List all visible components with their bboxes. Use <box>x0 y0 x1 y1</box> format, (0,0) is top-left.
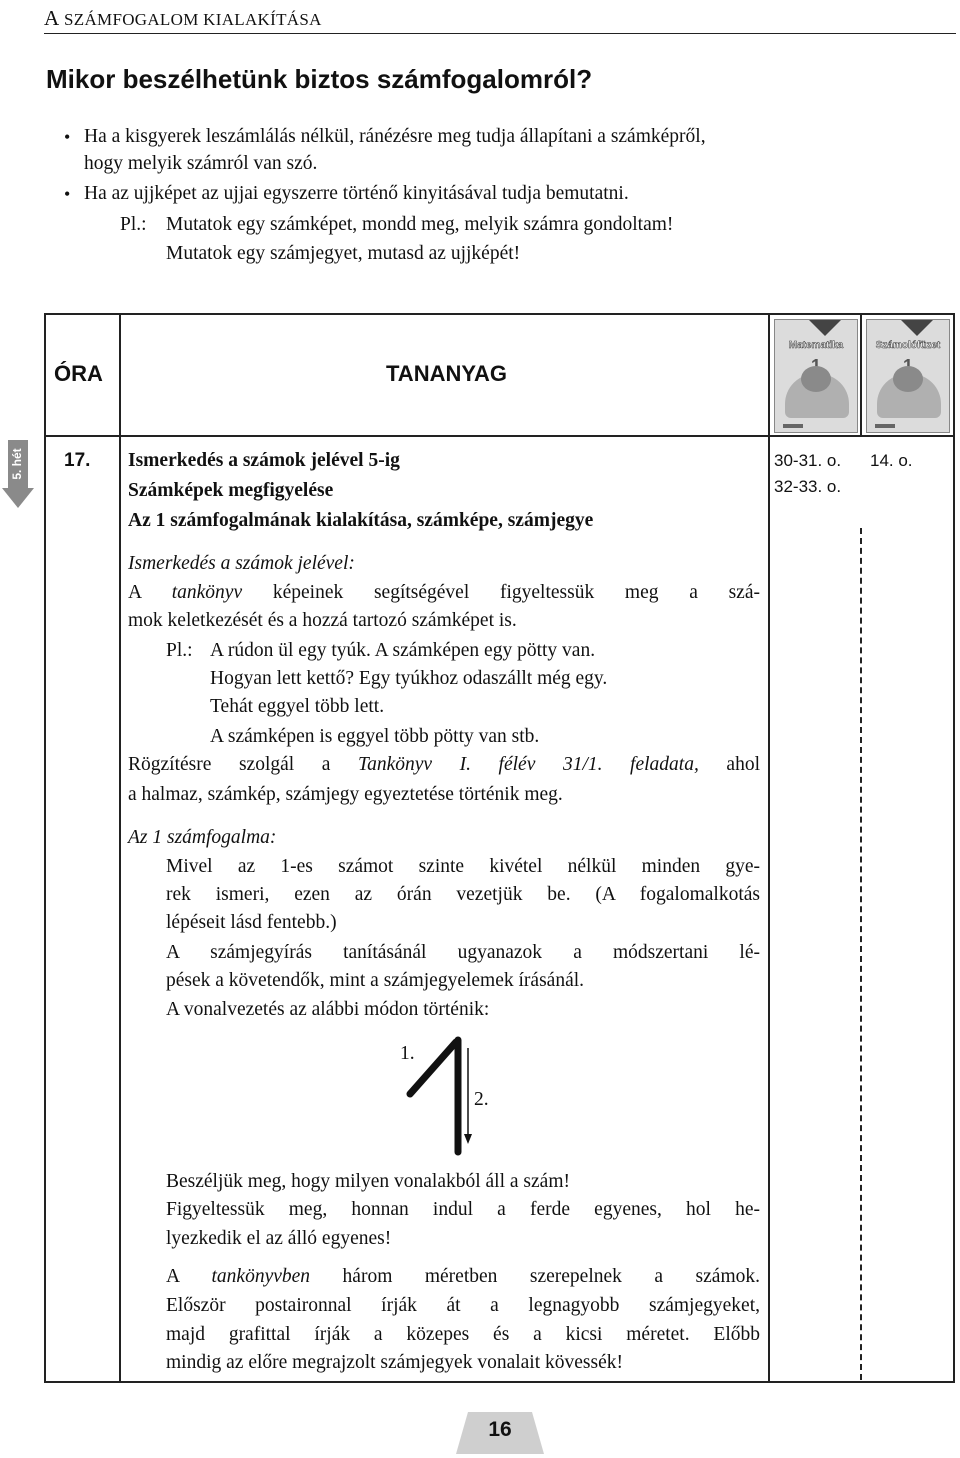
stroke-label-1: 1. <box>400 1043 415 1064</box>
cover-ribbon-icon <box>809 320 841 336</box>
running-head <box>44 6 322 31</box>
intro-example-line1: Mutatok egy számképet, mondd meg, melyik számra gondoltam! <box>166 214 674 235</box>
week-tab <box>2 438 34 510</box>
bullet-dot: • <box>64 184 71 204</box>
book2-dashed-divider <box>860 528 862 1380</box>
book-cover-matematika <box>774 319 858 433</box>
column-header-lesson: ÓRA <box>54 361 103 386</box>
paragraph-1-line-1: A tankönyv képeinek segítségével figyeltessük meg a szá- <box>128 582 760 603</box>
paragraph-4-line-2: pések a követendők, mint a számjegyelemek írásánál. <box>166 970 585 991</box>
column-divider <box>119 315 121 1383</box>
bear-head-illustration <box>801 366 831 392</box>
book-cover-szamolofuzet <box>866 319 950 433</box>
book1-pages-b: 32-33. o. <box>774 477 842 496</box>
example-line-1: A rúdon ül egy tyúk. A számképen egy pötty van. <box>210 640 596 661</box>
header-rule <box>44 33 956 34</box>
paragraph-2-line-2: a halmaz, számkép, számjegy egyeztetése történik meg. <box>128 784 563 805</box>
character-head-illustration <box>893 366 923 392</box>
paragraph-7-line-1: A tankönyvben három méretben szerepelnek a számok. <box>166 1266 760 1287</box>
paragraph-1-line-2: mok keletkezését és a hozzá tartozó számképet is. <box>128 610 517 631</box>
intro-bullet1-line2: hogy melyik számról van szó. <box>84 153 318 174</box>
intro-example-line2: Mutatok egy számjegyet, mutasd az ujjképét! <box>166 243 521 264</box>
paragraph-3-line-1: Mivel az 1-es számot szinte kivétel nélkül minden gye- <box>166 856 760 877</box>
lesson-number: 17. <box>64 450 91 471</box>
page-number: 16 <box>488 1418 512 1441</box>
example-line-2: Hogyan lett kettő? Egy tyúkhoz odaszállt még egy. <box>210 668 608 689</box>
paragraph-7-line-3: majd grafittal írják a közepes és a kicsi méretet. Előbb <box>166 1324 760 1345</box>
paragraph-4-line-1: A számjegyírás tanításánál ugyanazok a módszertani lé- <box>166 942 760 963</box>
example-line-4: A számképen is eggyel több pötty van stb. <box>210 726 540 747</box>
publisher-mark <box>783 424 803 428</box>
bullet-dot: • <box>64 127 71 147</box>
subheading-number-signs: Ismerkedés a számok jelével: <box>128 553 355 574</box>
paragraph-6-line-3: lyezkedik el az álló egyenes! <box>166 1228 392 1249</box>
example-line-3: Tehát eggyel több lett. <box>210 696 385 717</box>
example-prefix: Pl.: <box>166 640 193 661</box>
book1-title: Matematika <box>788 340 844 351</box>
running-head-text: SZÁMFOGALOM KIALAKÍTÁSA <box>59 10 322 29</box>
running-head-initial: A <box>44 6 60 30</box>
book1-pages-a: 30-31. o. <box>774 451 842 470</box>
book2-pages: 14. o. <box>870 451 913 470</box>
paragraph-6-line-1: Beszéljük meg, hogy milyen vonalakból áll a szám! <box>166 1171 570 1192</box>
stroke-label-2: 2. <box>474 1089 489 1110</box>
lesson-title-1: Ismerkedés a számok jelével 5-ig <box>128 450 400 471</box>
paragraph-3-line-3: lépéseit lásd fentebb.) <box>166 912 337 933</box>
paragraph-3-line-2: rek ismeri, ezen az órán vezetjük be. (A fogalomalkotás <box>166 884 760 905</box>
column-divider <box>768 315 770 1383</box>
lesson-title-3: Az 1 számfogalmának kialakítása, számképe, számjegye <box>128 510 594 531</box>
slanted-stroke <box>410 1042 456 1094</box>
paragraph-5-line-1: A vonalvezetés az alábbi módon történik: <box>166 999 490 1020</box>
arrow-down-icon <box>464 1134 472 1144</box>
intro-example-prefix: Pl.: <box>120 214 147 235</box>
cover-ribbon-icon <box>901 320 933 336</box>
subheading-number-concept: Az 1 számfogalma: <box>128 827 277 848</box>
intro-bullet1-line1: Ha a kisgyerek leszámlálás nélkül, ránézésre meg tudja állapítani a számképről, <box>84 126 706 147</box>
lesson-title-2: Számképek megfigyelése <box>128 480 334 501</box>
header-divider <box>46 435 953 437</box>
paragraph-2-line-1: Rögzítésre szolgál a Tankönyv I. félév 31/1. feladata, ahol <box>128 754 760 775</box>
paragraph-7-line-2: Először postaironnal írják át a legnagyobb számjegyeket, <box>166 1295 760 1316</box>
paragraph-7-line-4: mindig az előre megrajzolt számjegyek vonalait kövessék! <box>166 1352 624 1373</box>
week-tab-label: 5. hét <box>10 448 25 480</box>
intro-bullet2: Ha az ujjképet az ujjai egyszerre történő kinyitásával tudja bemutatni. <box>84 183 629 204</box>
column-divider <box>860 315 862 437</box>
paragraph-6-line-2: Figyeltessük meg, honnan indul a ferde egyenes, hol he- <box>166 1199 760 1220</box>
book2-title: Számolófüzet <box>875 340 941 351</box>
section-title: Mikor beszélhetünk biztos számfogalomról? <box>46 64 593 94</box>
column-header-material: TANANYAG <box>386 361 508 386</box>
publisher-mark <box>875 424 895 428</box>
